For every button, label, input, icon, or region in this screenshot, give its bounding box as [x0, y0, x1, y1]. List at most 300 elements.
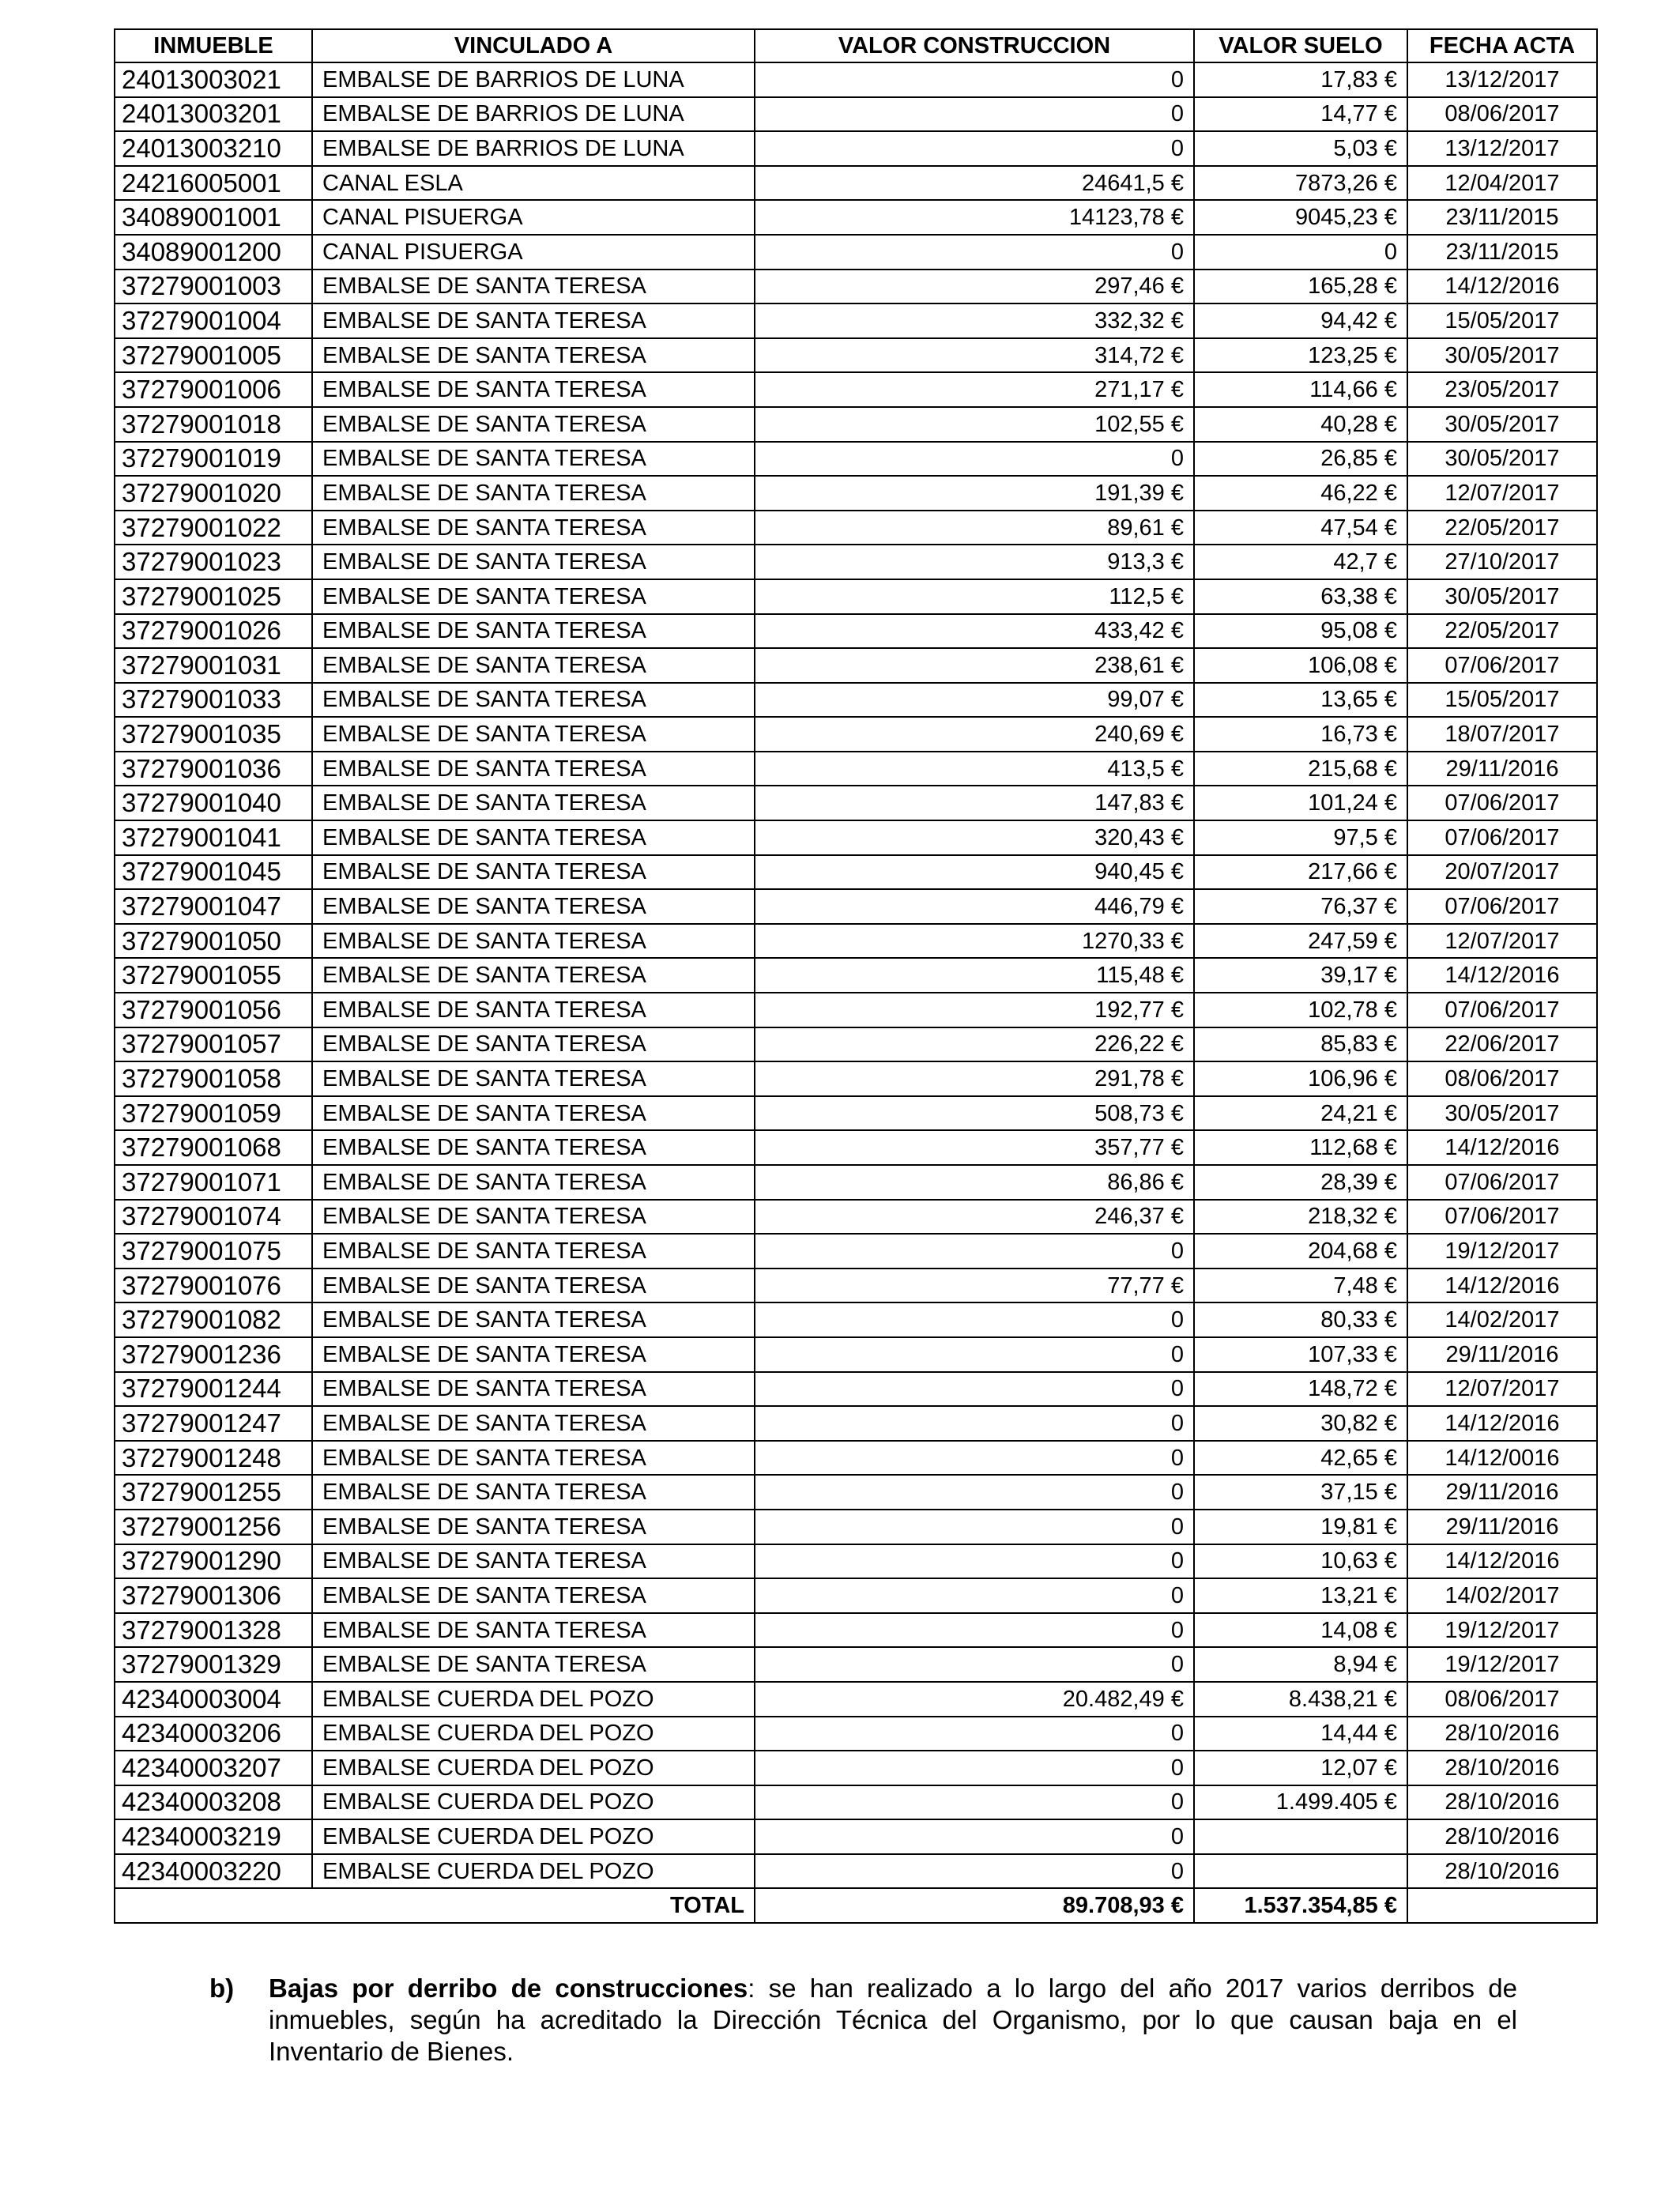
cell-fecha-acta: 19/12/2017	[1407, 1234, 1597, 1269]
cell-vinculado: EMBALSE DE SANTA TERESA	[312, 1337, 755, 1372]
cell-vinculado: EMBALSE DE SANTA TERESA	[312, 511, 755, 545]
table-row	[115, 442, 1597, 477]
cell-valor-construccion: 77,77 €	[755, 1269, 1194, 1303]
cell-inmueble: 37279001056	[115, 993, 312, 1027]
cell-inmueble: 37279001247	[115, 1406, 312, 1441]
cell-fecha-acta: 20/07/2017	[1407, 855, 1597, 890]
cell-inmueble: 24013003210	[115, 131, 312, 166]
cell-inmueble: 37279001256	[115, 1510, 312, 1544]
cell-inmueble: 37279001031	[115, 648, 312, 683]
cell-inmueble: 37279001071	[115, 1165, 312, 1200]
cell-valor-construccion: 147,83 €	[755, 786, 1194, 820]
table-row	[115, 993, 1597, 1027]
cell-fecha-acta: 22/05/2017	[1407, 511, 1597, 545]
cell-vinculado: CANAL ESLA	[312, 166, 755, 201]
paragraph-bajas-derribo	[209, 1973, 1517, 2068]
cell-fecha-acta: 07/06/2017	[1407, 786, 1597, 820]
table-row	[115, 1027, 1597, 1062]
cell-inmueble: 37279001041	[115, 820, 312, 855]
table-row	[115, 1302, 1597, 1337]
cell-valor-suelo: 204,68 €	[1194, 1234, 1407, 1269]
cell-valor-suelo: 76,37 €	[1194, 889, 1407, 924]
cell-valor-suelo: 101,24 €	[1194, 786, 1407, 820]
cell-valor-construccion: 240,69 €	[755, 717, 1194, 752]
cell-valor-construccion: 0	[755, 1337, 1194, 1372]
cell-valor-suelo: 247,59 €	[1194, 924, 1407, 959]
cell-valor-suelo: 40,28 €	[1194, 407, 1407, 442]
cell-valor-suelo: 39,17 €	[1194, 958, 1407, 993]
cell-valor-construccion: 0	[755, 62, 1194, 97]
header-valor-suelo: VALOR SUELO	[1194, 29, 1407, 62]
cell-fecha-acta: 28/10/2016	[1407, 1751, 1597, 1785]
cell-fecha-acta: 12/04/2017	[1407, 166, 1597, 201]
table-row	[115, 1200, 1597, 1235]
cell-inmueble: 37279001236	[115, 1337, 312, 1372]
cell-inmueble: 37279001329	[115, 1647, 312, 1682]
cell-fecha-acta: 19/12/2017	[1407, 1647, 1597, 1682]
cell-valor-suelo: 13,21 €	[1194, 1578, 1407, 1613]
table-row	[115, 303, 1597, 338]
cell-valor-suelo: 13,65 €	[1194, 683, 1407, 718]
cell-valor-construccion: 24641,5 €	[755, 166, 1194, 201]
cell-valor-construccion: 357,77 €	[755, 1130, 1194, 1165]
cell-fecha-acta: 28/10/2016	[1407, 1819, 1597, 1854]
cell-valor-suelo: 47,54 €	[1194, 511, 1407, 545]
cell-inmueble: 37279001023	[115, 545, 312, 579]
cell-valor-suelo: 28,39 €	[1194, 1165, 1407, 1200]
table-row	[115, 1061, 1597, 1096]
cell-valor-construccion: 0	[755, 1647, 1194, 1682]
table-row	[115, 1096, 1597, 1131]
table-row	[115, 1578, 1597, 1613]
cell-valor-construccion: 0	[755, 1785, 1194, 1820]
cell-fecha-acta: 08/06/2017	[1407, 1061, 1597, 1096]
cell-fecha-acta: 14/12/2016	[1407, 270, 1597, 304]
cell-valor-construccion: 413,5 €	[755, 752, 1194, 786]
cell-inmueble: 37279001058	[115, 1061, 312, 1096]
table-row	[115, 1372, 1597, 1407]
cell-valor-construccion: 0	[755, 1544, 1194, 1579]
paragraph-heading: Bajas por derribo de construcciones	[269, 1973, 748, 2003]
cell-valor-suelo: 7873,26 €	[1194, 166, 1407, 201]
cell-valor-suelo: 42,7 €	[1194, 545, 1407, 579]
cell-fecha-acta: 14/12/2016	[1407, 1544, 1597, 1579]
cell-vinculado: EMBALSE DE SANTA TERESA	[312, 545, 755, 579]
table-body	[115, 62, 1597, 1888]
cell-inmueble: 42340003207	[115, 1751, 312, 1785]
table-row	[115, 958, 1597, 993]
cell-vinculado: EMBALSE DE SANTA TERESA	[312, 476, 755, 511]
cell-inmueble: 24013003201	[115, 97, 312, 132]
cell-fecha-acta: 12/07/2017	[1407, 924, 1597, 959]
cell-valor-construccion: 0	[755, 1372, 1194, 1407]
cell-valor-construccion: 446,79 €	[755, 889, 1194, 924]
cell-fecha-acta: 30/05/2017	[1407, 442, 1597, 477]
table-row	[115, 1130, 1597, 1165]
cell-vinculado: EMBALSE DE SANTA TERESA	[312, 579, 755, 614]
cell-vinculado: EMBALSE DE SANTA TERESA	[312, 1269, 755, 1303]
total-fecha-empty	[1407, 1888, 1597, 1923]
cell-inmueble: 37279001026	[115, 614, 312, 649]
cell-inmueble: 37279001306	[115, 1578, 312, 1613]
cell-inmueble: 37279001076	[115, 1269, 312, 1303]
cell-inmueble: 37279001033	[115, 683, 312, 718]
cell-inmueble: 37279001290	[115, 1544, 312, 1579]
cell-valor-construccion: 271,17 €	[755, 372, 1194, 407]
cell-vinculado: EMBALSE DE SANTA TERESA	[312, 1096, 755, 1131]
table-row	[115, 62, 1597, 97]
list-marker: b)	[209, 1973, 235, 2003]
cell-vinculado: EMBALSE DE SANTA TERESA	[312, 855, 755, 890]
cell-inmueble: 37279001045	[115, 855, 312, 890]
cell-vinculado: EMBALSE DE SANTA TERESA	[312, 303, 755, 338]
cell-valor-suelo: 217,66 €	[1194, 855, 1407, 890]
cell-fecha-acta: 30/05/2017	[1407, 1096, 1597, 1131]
table-row	[115, 1544, 1597, 1579]
cell-valor-construccion: 238,61 €	[755, 648, 1194, 683]
cell-vinculado: EMBALSE CUERDA DEL POZO	[312, 1854, 755, 1889]
cell-fecha-acta: 14/02/2017	[1407, 1302, 1597, 1337]
cell-vinculado: EMBALSE DE SANTA TERESA	[312, 1234, 755, 1269]
cell-valor-construccion: 86,86 €	[755, 1165, 1194, 1200]
table-row	[115, 166, 1597, 201]
cell-inmueble: 42340003219	[115, 1819, 312, 1854]
cell-valor-suelo	[1194, 1854, 1407, 1889]
table-row	[115, 820, 1597, 855]
cell-fecha-acta: 29/11/2016	[1407, 1337, 1597, 1372]
cell-vinculado: EMBALSE DE SANTA TERESA	[312, 683, 755, 718]
cell-valor-suelo: 63,38 €	[1194, 579, 1407, 614]
total-valor-suelo: 1.537.354,85 €	[1194, 1888, 1407, 1923]
cell-fecha-acta: 19/12/2017	[1407, 1613, 1597, 1648]
cell-valor-suelo: 5,03 €	[1194, 131, 1407, 166]
cell-vinculado: EMBALSE DE SANTA TERESA	[312, 889, 755, 924]
cell-fecha-acta: 22/05/2017	[1407, 614, 1597, 649]
cell-valor-construccion: 913,3 €	[755, 545, 1194, 579]
cell-inmueble: 34089001001	[115, 200, 312, 235]
table-row	[115, 1717, 1597, 1751]
cell-valor-construccion: 112,5 €	[755, 579, 1194, 614]
cell-valor-suelo: 16,73 €	[1194, 717, 1407, 752]
table-row	[115, 889, 1597, 924]
cell-vinculado: EMBALSE DE SANTA TERESA	[312, 958, 755, 993]
table-row	[115, 270, 1597, 304]
cell-fecha-acta: 29/11/2016	[1407, 1475, 1597, 1510]
cell-valor-construccion: 0	[755, 1406, 1194, 1441]
cell-vinculado: EMBALSE DE SANTA TERESA	[312, 1441, 755, 1476]
cell-vinculado: EMBALSE DE BARRIOS DE LUNA	[312, 97, 755, 132]
cell-inmueble: 42340003004	[115, 1682, 312, 1717]
cell-fecha-acta: 28/10/2016	[1407, 1854, 1597, 1889]
table-row	[115, 97, 1597, 132]
table-row	[115, 1819, 1597, 1854]
cell-fecha-acta: 14/12/2016	[1407, 1130, 1597, 1165]
cell-inmueble: 37279001055	[115, 958, 312, 993]
cell-vinculado: EMBALSE DE SANTA TERESA	[312, 442, 755, 477]
cell-fecha-acta: 29/11/2016	[1407, 1510, 1597, 1544]
cell-valor-construccion: 0	[755, 1234, 1194, 1269]
cell-valor-construccion: 0	[755, 1441, 1194, 1476]
cell-vinculado: EMBALSE DE SANTA TERESA	[312, 717, 755, 752]
cell-inmueble: 24216005001	[115, 166, 312, 201]
cell-vinculado: EMBALSE CUERDA DEL POZO	[312, 1751, 755, 1785]
cell-valor-suelo: 106,96 €	[1194, 1061, 1407, 1096]
cell-inmueble: 37279001004	[115, 303, 312, 338]
table-row	[115, 1682, 1597, 1717]
cell-fecha-acta: 14/12/2016	[1407, 1406, 1597, 1441]
cell-inmueble: 42340003208	[115, 1785, 312, 1820]
cell-valor-suelo: 107,33 €	[1194, 1337, 1407, 1372]
cell-inmueble: 24013003021	[115, 62, 312, 97]
cell-valor-construccion: 0	[755, 442, 1194, 477]
cell-valor-suelo: 37,15 €	[1194, 1475, 1407, 1510]
cell-fecha-acta: 14/02/2017	[1407, 1578, 1597, 1613]
header-vinculado: VINCULADO A	[312, 29, 755, 62]
cell-vinculado: CANAL PISUERGA	[312, 235, 755, 270]
cell-valor-suelo: 14,08 €	[1194, 1613, 1407, 1648]
cell-valor-construccion: 508,73 €	[755, 1096, 1194, 1131]
cell-inmueble: 34089001200	[115, 235, 312, 270]
table-row	[115, 476, 1597, 511]
cell-inmueble: 37279001047	[115, 889, 312, 924]
header-valor-construccion: VALOR CONSTRUCCION	[755, 29, 1194, 62]
table-row	[115, 579, 1597, 614]
cell-valor-suelo: 218,32 €	[1194, 1200, 1407, 1235]
cell-valor-suelo: 97,5 €	[1194, 820, 1407, 855]
cell-valor-construccion: 0	[755, 97, 1194, 132]
table-row	[115, 924, 1597, 959]
cell-vinculado: EMBALSE DE SANTA TERESA	[312, 1475, 755, 1510]
cell-valor-suelo: 46,22 €	[1194, 476, 1407, 511]
cell-valor-construccion: 291,78 €	[755, 1061, 1194, 1096]
cell-valor-suelo: 165,28 €	[1194, 270, 1407, 304]
table-row	[115, 407, 1597, 442]
cell-inmueble: 37279001025	[115, 579, 312, 614]
cell-valor-construccion: 0	[755, 1717, 1194, 1751]
cell-valor-suelo: 123,25 €	[1194, 338, 1407, 373]
cell-valor-construccion: 0	[755, 131, 1194, 166]
cell-fecha-acta: 23/11/2015	[1407, 200, 1597, 235]
cell-valor-construccion: 14123,78 €	[755, 200, 1194, 235]
total-row	[115, 1888, 1597, 1923]
cell-vinculado: EMBALSE DE SANTA TERESA	[312, 752, 755, 786]
table-row	[115, 614, 1597, 649]
paragraph-text: : se han realizado a lo largo del año 2017 varios derribos de inmuebles, según ha acreditado la Dirección Técnica del Organismo, por lo que causan baja en el Inventario de Bienes.	[269, 1973, 1517, 2066]
cell-vinculado: EMBALSE DE SANTA TERESA	[312, 1372, 755, 1407]
cell-vinculado: EMBALSE DE SANTA TERESA	[312, 1061, 755, 1096]
cell-valor-construccion: 332,32 €	[755, 303, 1194, 338]
cell-vinculado: EMBALSE DE SANTA TERESA	[312, 993, 755, 1027]
cell-inmueble: 37279001068	[115, 1130, 312, 1165]
table-row	[115, 717, 1597, 752]
cell-vinculado: EMBALSE DE SANTA TERESA	[312, 407, 755, 442]
cell-inmueble: 37279001020	[115, 476, 312, 511]
cell-vinculado: EMBALSE DE SANTA TERESA	[312, 1302, 755, 1337]
cell-vinculado: EMBALSE CUERDA DEL POZO	[312, 1819, 755, 1854]
cell-valor-construccion: 192,77 €	[755, 993, 1194, 1027]
cell-valor-construccion: 99,07 €	[755, 683, 1194, 718]
total-valor-construccion: 89.708,93 €	[755, 1888, 1194, 1923]
cell-vinculado: EMBALSE DE SANTA TERESA	[312, 820, 755, 855]
cell-fecha-acta: 07/06/2017	[1407, 820, 1597, 855]
cell-vinculado: EMBALSE DE SANTA TERESA	[312, 1578, 755, 1613]
cell-valor-construccion: 0	[755, 1854, 1194, 1889]
table-row	[115, 131, 1597, 166]
cell-vinculado: EMBALSE CUERDA DEL POZO	[312, 1717, 755, 1751]
cell-vinculado: EMBALSE DE SANTA TERESA	[312, 648, 755, 683]
cell-fecha-acta: 07/06/2017	[1407, 1165, 1597, 1200]
cell-valor-suelo: 42,65 €	[1194, 1441, 1407, 1476]
cell-valor-suelo: 14,44 €	[1194, 1717, 1407, 1751]
cell-valor-suelo: 106,08 €	[1194, 648, 1407, 683]
cell-vinculado: EMBALSE DE SANTA TERESA	[312, 1406, 755, 1441]
cell-inmueble: 37279001255	[115, 1475, 312, 1510]
cell-valor-construccion: 115,48 €	[755, 958, 1194, 993]
table-row	[115, 1165, 1597, 1200]
cell-valor-construccion: 0	[755, 1510, 1194, 1544]
cell-vinculado: EMBALSE DE SANTA TERESA	[312, 1200, 755, 1235]
cell-inmueble: 37279001022	[115, 511, 312, 545]
table-row	[115, 1441, 1597, 1476]
cell-vinculado: EMBALSE DE BARRIOS DE LUNA	[312, 131, 755, 166]
cell-fecha-acta: 07/06/2017	[1407, 648, 1597, 683]
cell-valor-construccion: 102,55 €	[755, 407, 1194, 442]
cell-inmueble: 37279001075	[115, 1234, 312, 1269]
cell-vinculado: CANAL PISUERGA	[312, 200, 755, 235]
table-row	[115, 338, 1597, 373]
cell-fecha-acta: 14/12/2016	[1407, 1269, 1597, 1303]
cell-fecha-acta: 18/07/2017	[1407, 717, 1597, 752]
cell-fecha-acta: 14/12/2016	[1407, 958, 1597, 993]
cell-valor-construccion: 0	[755, 1819, 1194, 1854]
table-row	[115, 683, 1597, 718]
table-row	[115, 786, 1597, 820]
cell-vinculado: EMBALSE DE SANTA TERESA	[312, 1510, 755, 1544]
cell-inmueble: 37279001035	[115, 717, 312, 752]
cell-vinculado: EMBALSE DE SANTA TERESA	[312, 1027, 755, 1062]
cell-valor-construccion: 0	[755, 1578, 1194, 1613]
table-row	[115, 1337, 1597, 1372]
cell-inmueble: 37279001248	[115, 1441, 312, 1476]
cell-vinculado: EMBALSE DE SANTA TERESA	[312, 270, 755, 304]
cell-fecha-acta: 07/06/2017	[1407, 993, 1597, 1027]
cell-inmueble: 42340003220	[115, 1854, 312, 1889]
cell-fecha-acta: 12/07/2017	[1407, 476, 1597, 511]
cell-vinculado: EMBALSE DE SANTA TERESA	[312, 1613, 755, 1648]
cell-valor-construccion: 0	[755, 1751, 1194, 1785]
cell-valor-construccion: 0	[755, 1475, 1194, 1510]
cell-valor-suelo: 9045,23 €	[1194, 200, 1407, 235]
cell-inmueble: 37279001040	[115, 786, 312, 820]
cell-inmueble: 42340003206	[115, 1717, 312, 1751]
cell-valor-suelo: 10,63 €	[1194, 1544, 1407, 1579]
cell-fecha-acta: 13/12/2017	[1407, 62, 1597, 97]
cell-inmueble: 37279001018	[115, 407, 312, 442]
cell-inmueble: 37279001050	[115, 924, 312, 959]
cell-valor-suelo: 30,82 €	[1194, 1406, 1407, 1441]
cell-vinculado: EMBALSE DE SANTA TERESA	[312, 338, 755, 373]
table-row	[115, 1751, 1597, 1785]
cell-vinculado: EMBALSE DE SANTA TERESA	[312, 1130, 755, 1165]
cell-vinculado: EMBALSE CUERDA DEL POZO	[312, 1785, 755, 1820]
cell-fecha-acta: 22/06/2017	[1407, 1027, 1597, 1062]
cell-vinculado: EMBALSE DE SANTA TERESA	[312, 924, 755, 959]
cell-valor-suelo: 1.499.405 €	[1194, 1785, 1407, 1820]
cell-valor-suelo: 19,81 €	[1194, 1510, 1407, 1544]
cell-fecha-acta: 14/12/0016	[1407, 1441, 1597, 1476]
cell-fecha-acta: 13/12/2017	[1407, 131, 1597, 166]
cell-valor-construccion: 940,45 €	[755, 855, 1194, 890]
table-row	[115, 1854, 1597, 1889]
cell-inmueble: 37279001036	[115, 752, 312, 786]
cell-vinculado: EMBALSE DE SANTA TERESA	[312, 1544, 755, 1579]
cell-valor-construccion: 314,72 €	[755, 338, 1194, 373]
cell-fecha-acta: 27/10/2017	[1407, 545, 1597, 579]
cell-valor-suelo: 112,68 €	[1194, 1130, 1407, 1165]
cell-inmueble: 37279001082	[115, 1302, 312, 1337]
table-row	[115, 511, 1597, 545]
cell-valor-suelo: 14,77 €	[1194, 97, 1407, 132]
cell-valor-suelo: 7,48 €	[1194, 1269, 1407, 1303]
cell-inmueble: 37279001005	[115, 338, 312, 373]
cell-valor-suelo: 148,72 €	[1194, 1372, 1407, 1407]
cell-vinculado: EMBALSE DE SANTA TERESA	[312, 1165, 755, 1200]
cell-fecha-acta: 28/10/2016	[1407, 1785, 1597, 1820]
cell-valor-construccion: 320,43 €	[755, 820, 1194, 855]
table-header-row	[115, 29, 1597, 62]
table-row	[115, 1269, 1597, 1303]
table-row	[115, 1234, 1597, 1269]
cell-valor-construccion: 297,46 €	[755, 270, 1194, 304]
cell-valor-construccion: 0	[755, 1613, 1194, 1648]
cell-inmueble: 37279001244	[115, 1372, 312, 1407]
cell-valor-suelo: 102,78 €	[1194, 993, 1407, 1027]
cell-valor-construccion: 226,22 €	[755, 1027, 1194, 1062]
table-row	[115, 1613, 1597, 1648]
cell-valor-suelo: 8,94 €	[1194, 1647, 1407, 1682]
inventory-table	[114, 28, 1598, 1924]
cell-vinculado: EMBALSE DE SANTA TERESA	[312, 372, 755, 407]
cell-valor-suelo: 0	[1194, 235, 1407, 270]
header-fecha-acta: FECHA ACTA	[1407, 29, 1597, 62]
cell-valor-construccion: 20.482,49 €	[755, 1682, 1194, 1717]
table-row	[115, 1475, 1597, 1510]
cell-fecha-acta: 23/05/2017	[1407, 372, 1597, 407]
cell-fecha-acta: 15/05/2017	[1407, 683, 1597, 718]
cell-vinculado: EMBALSE DE BARRIOS DE LUNA	[312, 62, 755, 97]
cell-fecha-acta: 23/11/2015	[1407, 235, 1597, 270]
cell-valor-construccion: 89,61 €	[755, 511, 1194, 545]
table-row	[115, 648, 1597, 683]
cell-fecha-acta: 30/05/2017	[1407, 338, 1597, 373]
cell-fecha-acta: 07/06/2017	[1407, 1200, 1597, 1235]
cell-valor-construccion: 433,42 €	[755, 614, 1194, 649]
cell-inmueble: 37279001006	[115, 372, 312, 407]
cell-inmueble: 37279001057	[115, 1027, 312, 1062]
cell-valor-suelo	[1194, 1819, 1407, 1854]
total-label: TOTAL	[115, 1888, 755, 1923]
table-row	[115, 545, 1597, 579]
cell-valor-suelo: 80,33 €	[1194, 1302, 1407, 1337]
cell-inmueble: 37279001003	[115, 270, 312, 304]
cell-valor-suelo: 95,08 €	[1194, 614, 1407, 649]
cell-inmueble: 37279001059	[115, 1096, 312, 1131]
cell-valor-construccion: 191,39 €	[755, 476, 1194, 511]
table-row	[115, 1406, 1597, 1441]
cell-valor-suelo: 12,07 €	[1194, 1751, 1407, 1785]
table-row	[115, 372, 1597, 407]
cell-vinculado: EMBALSE DE SANTA TERESA	[312, 786, 755, 820]
